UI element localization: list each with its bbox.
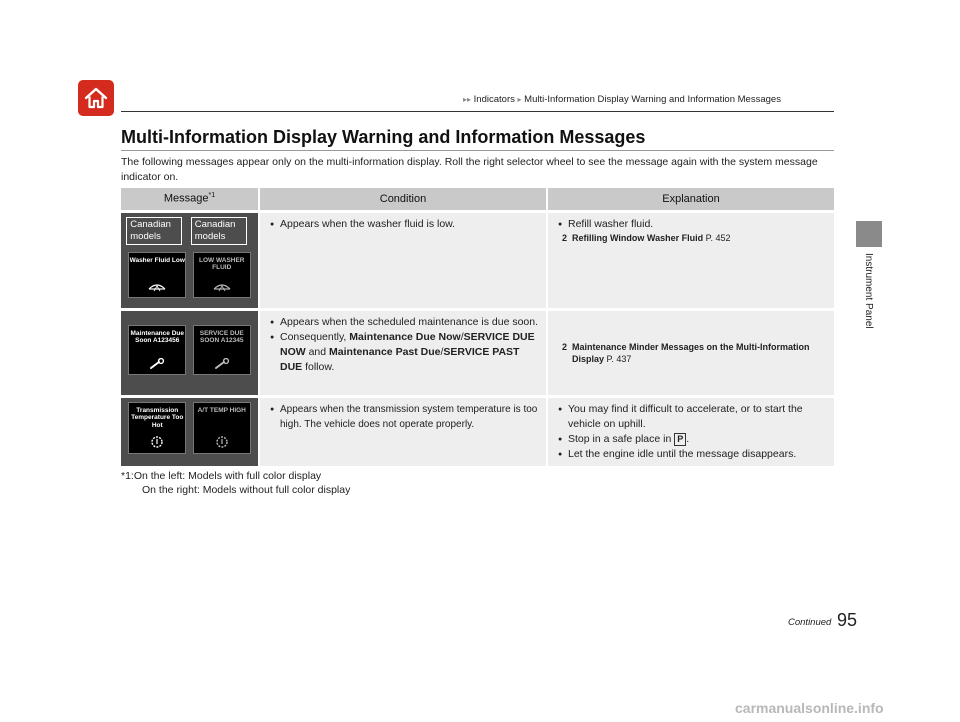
cross-reference-icon: 2 [562, 232, 568, 243]
cross-reference-link[interactable]: 2 Maintenance Minder Messages on the Multi-Information Display P. 437 [562, 341, 810, 364]
canadian-models-label: Canadian models [191, 217, 247, 245]
breadcrumb-arrow-icon: ▸ [517, 95, 522, 104]
condition-cell [259, 211, 547, 309]
message-cell [121, 396, 259, 466]
column-header-message: Message$^{*1}$ [121, 188, 259, 211]
section-side-label: Instrument Panel [863, 253, 874, 329]
message-cell [121, 211, 259, 309]
park-key-icon: P [674, 433, 686, 446]
explanation-text: ● Refill washer fluid. [558, 217, 826, 232]
footnote-line: *1:On the left: Models with full color display [121, 470, 322, 482]
message-cell [121, 309, 259, 396]
washer-icon [212, 279, 232, 293]
explanation-text: ● Let the engine idle until the message disappears. [558, 447, 826, 462]
column-header-condition: Condition [259, 188, 547, 211]
condition-text: ● Appears when the transmission system temperature is too high. The vehicle does not operate properly. [270, 402, 538, 432]
wrench-icon [213, 358, 231, 370]
message-screen-full-color: Transmission Temperature Too Hot [128, 402, 186, 454]
explanation-text: ● You may find it difficult to accelerate, or to start the vehicle on uphill. [558, 402, 826, 432]
table-row [121, 309, 834, 396]
explanation-text: ● Stop in a safe place in P . [558, 432, 826, 447]
home-button[interactable] [78, 80, 114, 116]
cross-reference-icon: 2 [562, 341, 568, 352]
condition-text: ● Appears when the washer fluid is low. [270, 217, 538, 232]
explanation-cell [547, 309, 834, 396]
continued-label: Continued [788, 617, 832, 628]
watermark: carmanualsonline.info [735, 700, 884, 716]
footnote-line: On the right: Models without full color display [142, 484, 351, 496]
page-number: 95 [837, 610, 858, 630]
section-tab-marker [856, 221, 882, 247]
message-screen-monochrome: LOW WASHER FLUID [193, 252, 251, 298]
breadcrumb-item-indicators[interactable]: Indicators [473, 94, 515, 105]
footnote-marker: *1 [208, 192, 216, 200]
condition-text: ● Consequently, Maintenance Due Now/SERVICE DUE NOW and Maintenance Past Due/SERVICE PAST DUE follow. [270, 330, 538, 375]
table-row [121, 396, 834, 466]
title-divider [121, 150, 834, 151]
explanation-cell [547, 211, 834, 309]
wrench-icon [148, 358, 166, 370]
footnote [121, 469, 350, 497]
message-screen-monochrome: SERVICE DUE SOON A12345 [193, 325, 251, 375]
intro-paragraph: The following messages appear only on the multi-information display. Roll the right selector wheel to see the message again with the system message indicator on. [121, 156, 818, 183]
table-header-row [121, 188, 834, 211]
header-divider [121, 111, 834, 112]
page-title: Multi-Information Display Warning and Information Messages [121, 127, 646, 147]
breadcrumb-item-current[interactable]: Multi-Information Display Warning and Information Messages [524, 94, 781, 105]
explanation-cell [547, 396, 834, 466]
home-icon [83, 85, 109, 111]
messages-table [121, 188, 834, 466]
breadcrumb [463, 94, 781, 105]
breadcrumb-arrow-icon: ▸▸ [463, 95, 472, 104]
table-row [121, 211, 834, 309]
gear-thermometer-icon [150, 435, 164, 449]
gear-thermometer-icon [215, 435, 229, 449]
message-screen-full-color: Washer Fluid Low [128, 252, 186, 298]
condition-text: ● Appears when the scheduled maintenance is due soon. [270, 315, 538, 330]
column-header-explanation: Explanation [547, 188, 834, 211]
condition-cell [259, 396, 547, 466]
cross-reference-link[interactable]: 2 Refilling Window Washer Fluid P. 452 [562, 232, 731, 243]
washer-icon [147, 279, 167, 293]
message-screen-full-color: Maintenance Due Soon A123456 [128, 325, 186, 375]
canadian-models-label: Canadian models [126, 217, 182, 245]
condition-cell [259, 309, 547, 396]
message-screen-monochrome: A/T TEMP HIGH [193, 402, 251, 454]
